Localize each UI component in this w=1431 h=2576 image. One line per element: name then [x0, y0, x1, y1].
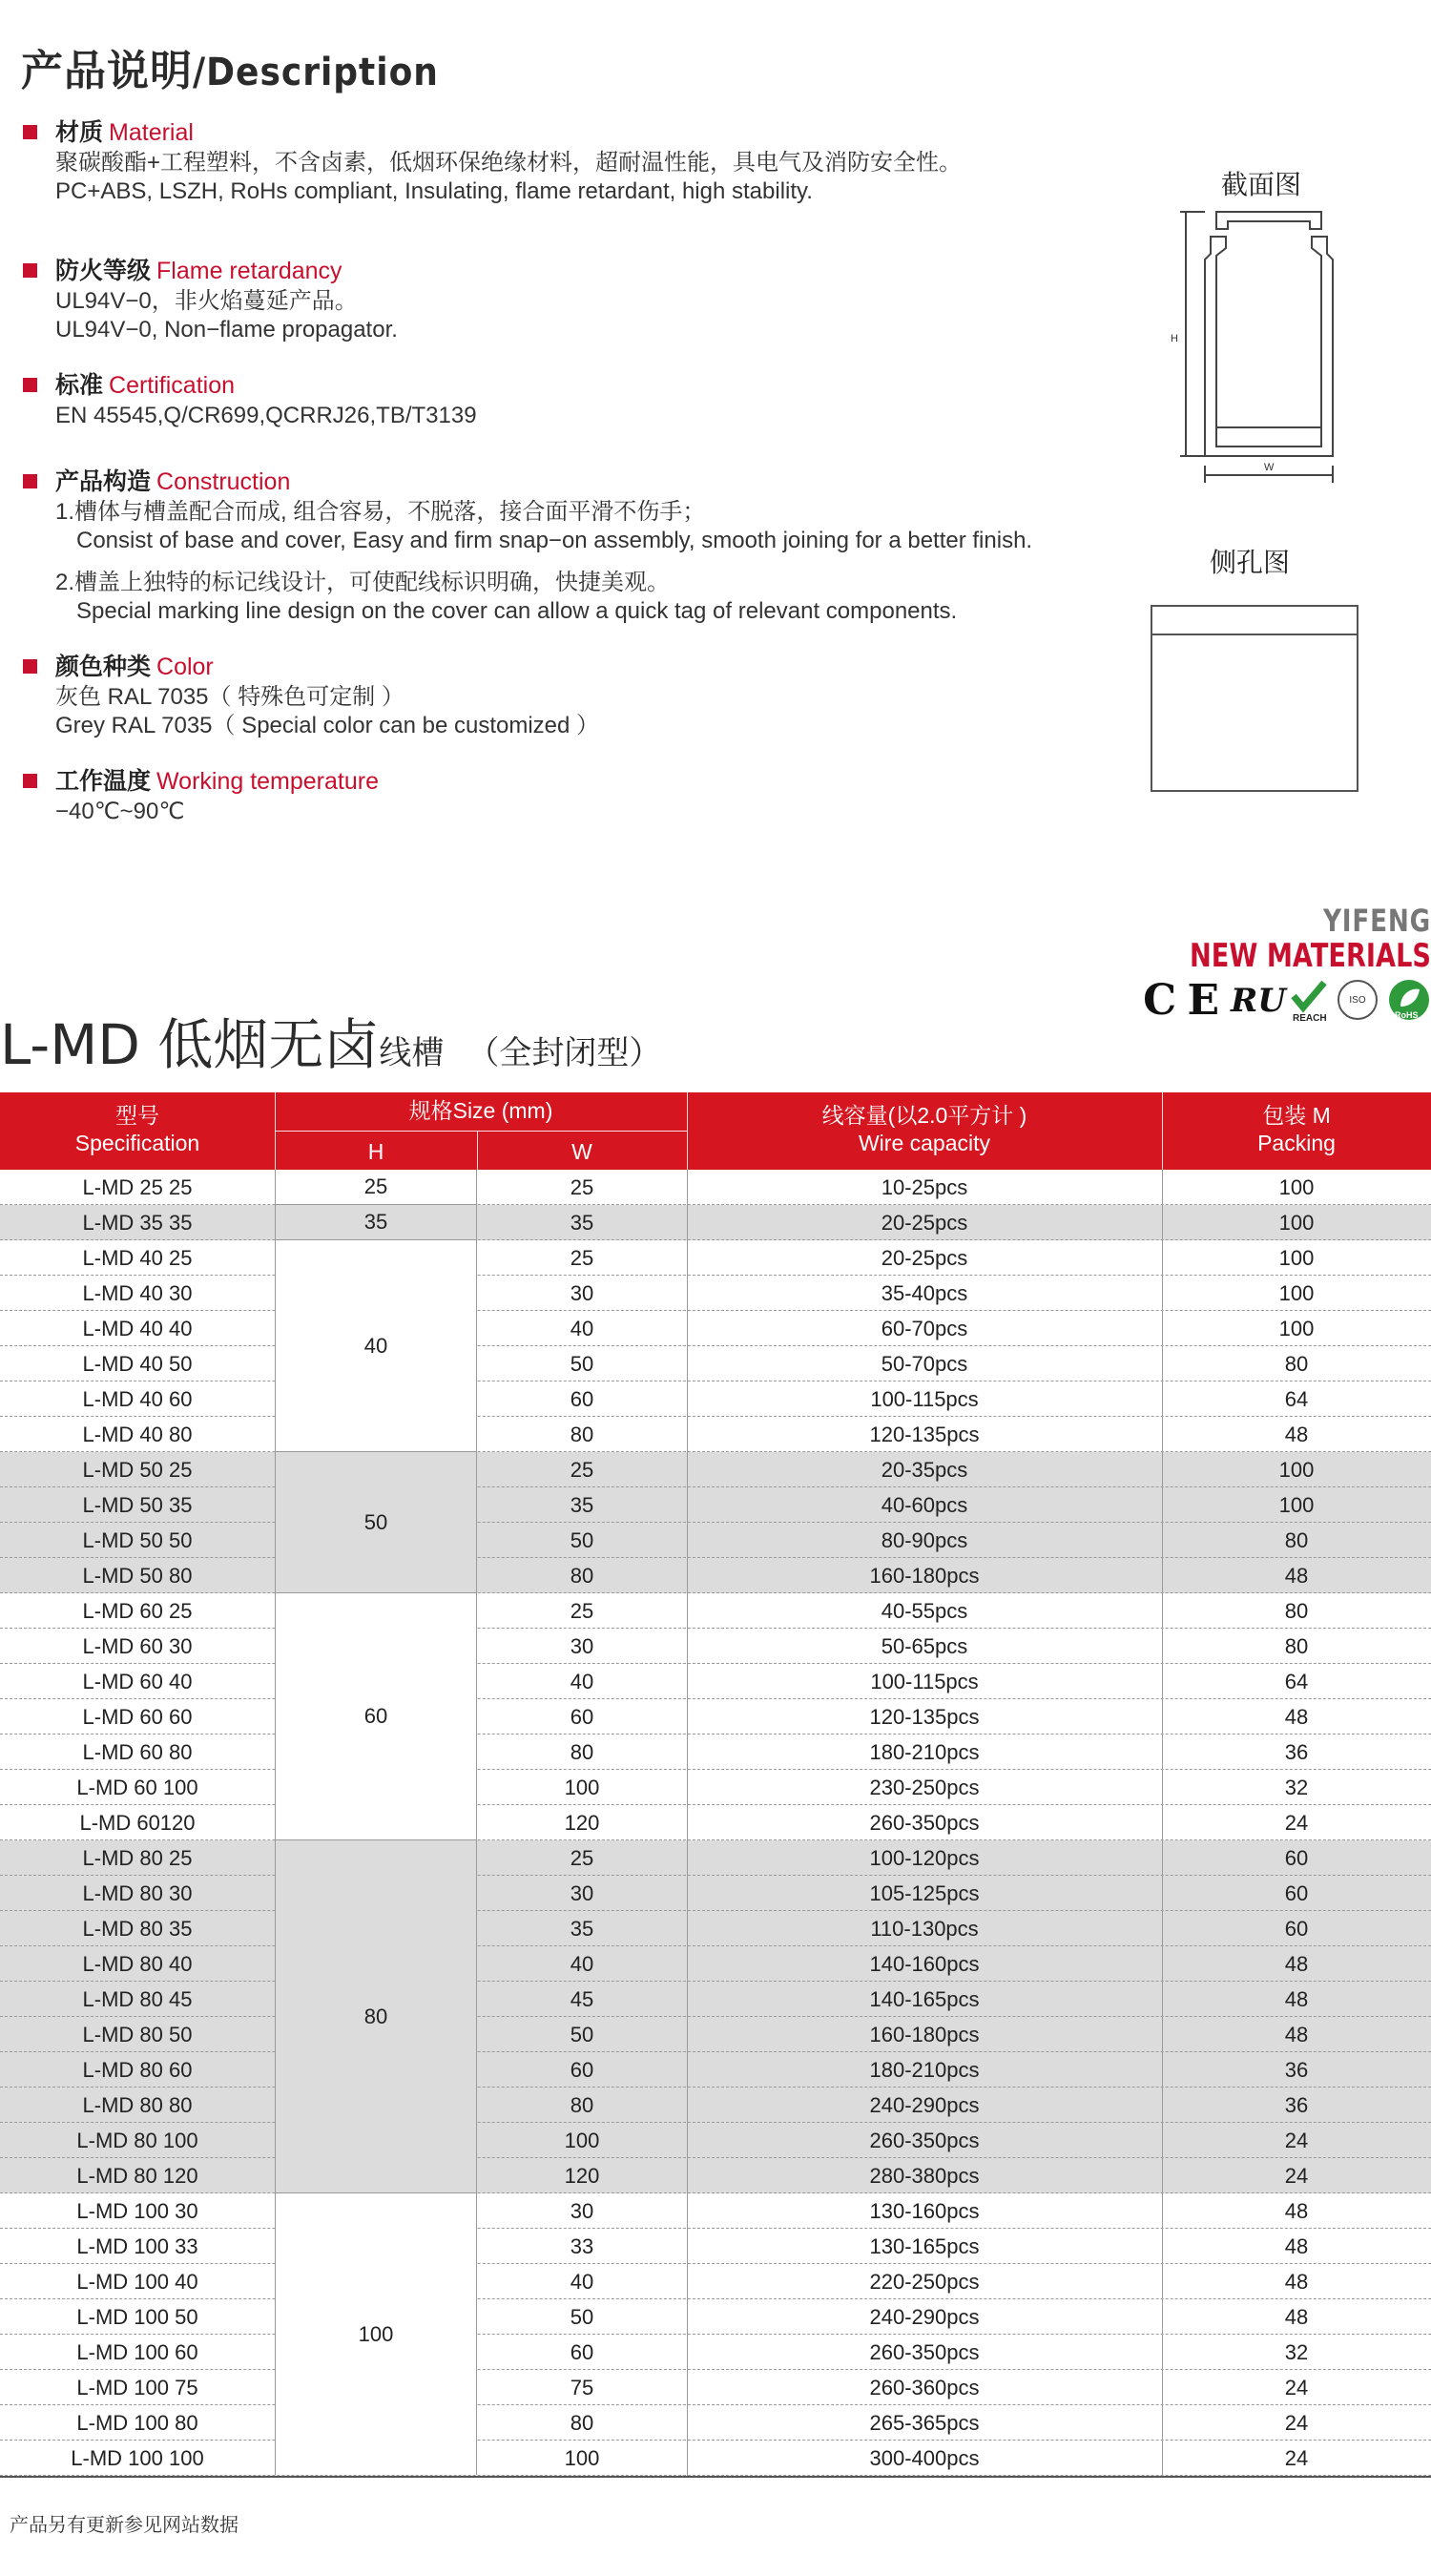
- table-row: [0, 2123, 1431, 2158]
- rohs-mark-icon: [1387, 978, 1431, 1022]
- table-row: [0, 2229, 1431, 2264]
- group-separator: [275, 1839, 477, 1840]
- table-row: [0, 1840, 1431, 1876]
- header-size: 规格Size (mm): [408, 1098, 553, 1123]
- table-row: [0, 1170, 1431, 1205]
- section-line: Grey RAL 7035（ Special color can be customized ）: [55, 713, 600, 738]
- table-row: [0, 1593, 1431, 1629]
- cell-model: L-MD 25 25: [82, 1175, 193, 1199]
- header-capacity-en: Wire capacity: [858, 1131, 991, 1155]
- header-model-en: Specification: [74, 1131, 200, 1155]
- header-divider: [687, 1092, 688, 1170]
- cell-capacity: 120-135pcs: [869, 1705, 980, 1729]
- cell-capacity: 110-130pcs: [870, 1917, 979, 1941]
- cell-model: L-MD 60120: [79, 1811, 196, 1835]
- bullet-square-icon: [23, 263, 37, 278]
- bullet-square-icon: [23, 474, 37, 488]
- cell-packing: 80: [1284, 1528, 1309, 1552]
- heading-cn: 防火等级: [55, 258, 152, 284]
- section-heading: [21, 255, 1089, 287]
- cell-capacity: 240-290pcs: [869, 2093, 980, 2117]
- header-h: H: [367, 1139, 384, 1164]
- cell-model: L-MD 60 80: [82, 1740, 193, 1764]
- heading-cn: 颜色种类: [55, 654, 152, 680]
- section-heading: [21, 651, 1089, 683]
- cell-packing: 100: [1278, 1317, 1315, 1340]
- table-row: [0, 1276, 1431, 1311]
- cell-model: L-MD 40 25: [82, 1246, 193, 1270]
- cell-model: L-MD 60 30: [82, 1634, 193, 1658]
- cell-w: 75: [570, 2376, 594, 2399]
- cell-packing: 60: [1284, 1881, 1309, 1905]
- cell-w: 40: [570, 2270, 594, 2294]
- cell-capacity: 130-165pcs: [869, 2234, 980, 2258]
- cell-capacity: 300-400pcs: [869, 2446, 980, 2470]
- heading-cn: 工作温度: [55, 768, 152, 795]
- group-separator: [275, 1451, 477, 1452]
- table-row: [0, 2088, 1431, 2123]
- table-row: [0, 2017, 1431, 2052]
- cell-packing: 100: [1278, 1175, 1315, 1199]
- heading-en: Material: [109, 119, 194, 146]
- cell-w: 80: [570, 1740, 594, 1764]
- cell-capacity: 220-250pcs: [869, 2270, 980, 2294]
- table-row: [0, 1240, 1431, 1276]
- cell-capacity: 105-125pcs: [869, 1881, 980, 1905]
- cell-model: L-MD 100 30: [76, 2199, 198, 2223]
- cell-w: 50: [570, 2023, 594, 2046]
- cell-w: 50: [570, 1352, 594, 1376]
- section-color: [21, 651, 1089, 740]
- table-bottom-rule: [0, 2476, 1431, 2478]
- cross-section-label: 截面图: [1221, 170, 1302, 199]
- section-heading: [21, 466, 1089, 498]
- table-row: [0, 1805, 1431, 1840]
- cell-w: 40: [570, 1317, 594, 1340]
- cell-capacity: 180-210pcs: [869, 1740, 980, 1764]
- table-row: [0, 2299, 1431, 2335]
- cell-model: L-MD 100 60: [76, 2340, 198, 2364]
- cell-model: L-MD 80 120: [76, 2164, 198, 2188]
- cell-packing: 100: [1278, 1246, 1315, 1270]
- cell-model: L-MD 40 60: [82, 1387, 193, 1411]
- cell-capacity: 40-60pcs: [881, 1493, 968, 1517]
- cell-capacity: 40-55pcs: [881, 1599, 968, 1623]
- reach-text: REACH: [1293, 1013, 1327, 1024]
- cell-w: 100: [564, 2446, 600, 2470]
- cell-h-group: 50: [275, 1452, 477, 1592]
- section-line: UL94V−0，非火焰蔓延产品。: [55, 288, 358, 314]
- cell-w: 100: [564, 2129, 600, 2152]
- table-row: [0, 1629, 1431, 1664]
- table-row: [0, 1982, 1431, 2017]
- cell-capacity: 100-115pcs: [870, 1670, 979, 1693]
- svg-text:RU: RU: [1231, 982, 1286, 1020]
- reach-mark-icon: [1290, 978, 1328, 1022]
- cell-packing: 24: [1284, 2164, 1309, 2188]
- cell-w: 40: [570, 1670, 594, 1693]
- cell-capacity: 20-35pcs: [881, 1458, 968, 1482]
- cell-capacity: 80-90pcs: [881, 1528, 968, 1552]
- cell-model: L-MD 40 80: [82, 1423, 193, 1446]
- table-row: [0, 2052, 1431, 2088]
- cell-model: L-MD 100 50: [76, 2305, 198, 2329]
- section-line: −40℃~90℃: [55, 799, 185, 824]
- cell-model: L-MD 80 60: [82, 2058, 193, 2082]
- heading-en: Flame retardancy: [156, 258, 342, 284]
- product-title-sub: 线槽: [379, 1034, 445, 1072]
- bullet-square-icon: [23, 774, 37, 788]
- cell-packing: 32: [1284, 1776, 1309, 1799]
- side-hole-diagram: [1151, 605, 1358, 792]
- header-divider: [1162, 1092, 1163, 1170]
- cell-packing: 48: [1284, 2234, 1309, 2258]
- table-row: [0, 1911, 1431, 1946]
- cell-capacity: 130-160pcs: [869, 2199, 980, 2223]
- cell-h-group: 40: [275, 1240, 477, 1451]
- cell-model: L-MD 80 100: [76, 2129, 198, 2152]
- cell-h-group: 100: [275, 2193, 477, 2475]
- heading-en: Construction: [156, 468, 291, 495]
- cell-capacity: 265-365pcs: [869, 2411, 980, 2435]
- cell-w: 30: [570, 1634, 594, 1658]
- table-row: [0, 2441, 1431, 2476]
- cell-w: 80: [570, 1564, 594, 1588]
- cell-w: 35: [570, 1917, 594, 1941]
- certification-logos: [1143, 975, 1431, 1025]
- table-row: [0, 1452, 1431, 1487]
- section-material: [21, 116, 1089, 206]
- cell-packing: 80: [1284, 1599, 1309, 1623]
- section-certification: [21, 369, 1089, 430]
- cell-capacity: 60-70pcs: [881, 1317, 968, 1340]
- cell-packing: 48: [1284, 2023, 1309, 2046]
- group-separator: [275, 1592, 477, 1593]
- cell-capacity: 260-350pcs: [869, 2340, 980, 2364]
- cell-model: L-MD 100 40: [76, 2270, 198, 2294]
- header-model-cn: 型号: [115, 1103, 159, 1128]
- cell-w: 25: [570, 1846, 594, 1870]
- cell-w: 40: [570, 1952, 594, 1976]
- ul-mark-icon: [1227, 978, 1286, 1022]
- cell-packing: 60: [1284, 1917, 1309, 1941]
- cell-w: 25: [570, 1458, 594, 1482]
- section-line: 聚碳酸酯+工程塑料，不含卤素，低烟环保绝缘材料，超耐温性能，具电气及消防安全性。: [55, 150, 963, 176]
- cell-packing: 36: [1284, 1740, 1309, 1764]
- cell-packing: 36: [1284, 2093, 1309, 2117]
- w-dimension-label: W: [1264, 462, 1275, 473]
- section-heading: [21, 369, 1089, 402]
- cell-model: L-MD 60 40: [82, 1670, 193, 1693]
- cell-capacity: 100-115pcs: [870, 1387, 979, 1411]
- bullet-square-icon: [23, 659, 37, 674]
- heading-cn: 标准: [55, 372, 104, 399]
- cell-w: 80: [570, 2093, 594, 2117]
- table-row: [0, 1946, 1431, 1982]
- cell-w: 100: [564, 1776, 600, 1799]
- cell-w: 60: [570, 1387, 594, 1411]
- cell-capacity: 240-290pcs: [869, 2305, 980, 2329]
- brand-line1: YIFENG: [1322, 903, 1431, 939]
- cell-packing: 100: [1278, 1493, 1315, 1517]
- cell-capacity: 120-135pcs: [869, 1423, 980, 1446]
- table-header: [0, 1092, 1431, 1170]
- cell-packing: 48: [1284, 2305, 1309, 2329]
- section-line: UL94V−0, Non−flame propagator.: [55, 317, 398, 343]
- page-title-cn: 产品说明: [21, 47, 193, 95]
- cell-packing: 36: [1284, 2058, 1309, 2082]
- group-separator: [275, 2192, 477, 2193]
- table-row: [0, 2264, 1431, 2299]
- cell-capacity: 280-380pcs: [869, 2164, 980, 2188]
- heading-en: Color: [156, 654, 214, 680]
- table-row: [0, 1487, 1431, 1523]
- heading-en: Certification: [109, 372, 236, 399]
- h-dimension-label: H: [1171, 333, 1178, 344]
- product-title: [0, 1000, 661, 1080]
- cell-model: L-MD 80 50: [82, 2023, 193, 2046]
- header-model: [0, 1102, 275, 1157]
- cell-model: L-MD 50 35: [82, 1493, 193, 1517]
- section-line: 1.槽体与槽盖配合而成, 组合容易，不脱落，接合面平滑不伤手；: [55, 499, 706, 525]
- table-row: [0, 1699, 1431, 1735]
- brand-logo: [1049, 903, 1431, 975]
- cell-model: L-MD 80 30: [82, 1881, 193, 1905]
- cell-capacity: 35-40pcs: [881, 1281, 968, 1305]
- section-flame-retardancy: [21, 255, 1089, 344]
- table-row: [0, 1664, 1431, 1699]
- cell-w: 45: [570, 1987, 594, 2011]
- table-row: [0, 1735, 1431, 1770]
- heading-cn: 材质: [55, 119, 104, 146]
- cell-packing: 48: [1284, 1423, 1309, 1446]
- table-row: [0, 2370, 1431, 2405]
- header-w: W: [571, 1139, 592, 1164]
- cell-h-group: 35: [275, 1205, 477, 1239]
- table-row: [0, 2158, 1431, 2193]
- page-title-en: /Description: [193, 51, 439, 94]
- brand-line2: NEW MATERIALS: [1190, 937, 1431, 975]
- section-line: PC+ABS, LSZH, RoHs compliant, Insulating, flame retardant, high stability.: [55, 178, 813, 204]
- cell-capacity: 260-360pcs: [869, 2376, 980, 2399]
- cell-capacity: 140-160pcs: [869, 1952, 980, 1976]
- cell-packing: 48: [1284, 1952, 1309, 1976]
- cell-w: 60: [570, 2340, 594, 2364]
- cell-h-group: 25: [275, 1170, 477, 1204]
- cell-packing: 24: [1284, 1811, 1309, 1835]
- cell-model: L-MD 80 25: [82, 1846, 193, 1870]
- cell-model: L-MD 100 33: [76, 2234, 198, 2258]
- header-divider: [275, 1131, 687, 1132]
- heading-cn: 产品构造: [55, 468, 152, 495]
- section-line: Special marking line design on the cover can allow a quick tag of relevant components.: [76, 598, 958, 624]
- cell-w: 35: [570, 1211, 594, 1235]
- cell-w: 80: [570, 1423, 594, 1446]
- column-divider: [687, 1170, 688, 2476]
- cell-packing: 24: [1284, 2129, 1309, 2152]
- header-packing: [1162, 1102, 1431, 1157]
- section-line: 灰色 RAL 7035（ 特殊色可定制 ）: [55, 684, 404, 710]
- cell-model: L-MD 50 25: [82, 1458, 193, 1482]
- cell-model: L-MD 80 40: [82, 1952, 193, 1976]
- section-working-temperature: [21, 765, 1089, 826]
- cell-capacity: 50-70pcs: [881, 1352, 968, 1376]
- cell-w: 80: [570, 2411, 594, 2435]
- cell-capacity: 50-65pcs: [881, 1634, 968, 1658]
- header-divider: [477, 1131, 478, 1170]
- rohs-text: RoHS: [1395, 1010, 1419, 1020]
- cell-model: L-MD 80 80: [82, 2093, 193, 2117]
- section-heading: [21, 116, 1089, 149]
- cell-w: 30: [570, 1281, 594, 1305]
- cell-capacity: 260-350pcs: [869, 2129, 980, 2152]
- cell-packing: 100: [1278, 1211, 1315, 1235]
- cell-packing: 80: [1284, 1634, 1309, 1658]
- cell-model: L-MD 80 45: [82, 1987, 193, 2011]
- cell-capacity: 160-180pcs: [869, 1564, 980, 1588]
- cell-model: L-MD 35 35: [82, 1211, 193, 1235]
- cell-capacity: 160-180pcs: [869, 2023, 980, 2046]
- cell-packing: 48: [1284, 2199, 1309, 2223]
- table-row: [0, 2193, 1431, 2229]
- table-row: [0, 1346, 1431, 1381]
- cell-packing: 24: [1284, 2376, 1309, 2399]
- cell-w: 25: [570, 1599, 594, 1623]
- cell-packing: 64: [1284, 1670, 1309, 1693]
- cell-packing: 48: [1284, 2270, 1309, 2294]
- table-row: [0, 1558, 1431, 1593]
- cell-model: L-MD 100 75: [76, 2376, 198, 2399]
- section-line: 2.槽盖上独特的标记线设计，可使配线标识明确，快捷美观。: [55, 570, 671, 595]
- cell-w: 30: [570, 2199, 594, 2223]
- cell-model: L-MD 50 80: [82, 1564, 193, 1588]
- cell-packing: 24: [1284, 2446, 1309, 2470]
- cell-capacity: 100-120pcs: [869, 1846, 980, 1870]
- cell-model: L-MD 40 30: [82, 1281, 193, 1305]
- table-row: [0, 2335, 1431, 2370]
- cell-packing: 48: [1284, 1705, 1309, 1729]
- cell-h-group: 80: [275, 1840, 477, 2192]
- group-separator: [275, 1204, 477, 1205]
- header-packing-cn: 包装 M: [1262, 1103, 1331, 1128]
- page-title: [21, 36, 439, 97]
- cell-capacity: 180-210pcs: [869, 2058, 980, 2082]
- cell-packing: 64: [1284, 1387, 1309, 1411]
- cell-packing: 100: [1278, 1281, 1315, 1305]
- header-capacity-cn: 线容量(以2.0平方计 ): [821, 1103, 1027, 1128]
- ce-mark-icon: C E: [1143, 975, 1217, 1025]
- cell-model: L-MD 60 25: [82, 1599, 193, 1623]
- cross-section-diagram: [1169, 200, 1350, 487]
- table-row: [0, 2405, 1431, 2441]
- cell-model: L-MD 60 60: [82, 1705, 193, 1729]
- footer-note: 产品另有更新参见网站数据: [10, 2515, 238, 2536]
- cell-packing: 24: [1284, 2411, 1309, 2435]
- cell-packing: 100: [1278, 1458, 1315, 1482]
- cell-w: 33: [570, 2234, 594, 2258]
- cell-w: 25: [570, 1246, 594, 1270]
- cell-w: 60: [570, 1705, 594, 1729]
- iso-mark-icon: ISO: [1338, 980, 1378, 1020]
- cell-packing: 48: [1284, 1564, 1309, 1588]
- bullet-square-icon: [23, 125, 37, 139]
- cell-w: 120: [564, 2164, 600, 2188]
- column-divider: [1162, 1170, 1163, 2476]
- cell-capacity: 20-25pcs: [881, 1246, 968, 1270]
- table-row: [0, 1381, 1431, 1417]
- cell-w: 60: [570, 2058, 594, 2082]
- cell-w: 30: [570, 1881, 594, 1905]
- table-row: [0, 1417, 1431, 1452]
- section-construction: [21, 466, 1089, 626]
- cell-model: L-MD 40 40: [82, 1317, 193, 1340]
- cell-w: 120: [564, 1811, 600, 1835]
- group-separator: [275, 1239, 477, 1240]
- cell-model: L-MD 80 35: [82, 1917, 193, 1941]
- cell-packing: 60: [1284, 1846, 1309, 1870]
- cell-packing: 48: [1284, 1987, 1309, 2011]
- table-row: [0, 1205, 1431, 1240]
- cell-model: L-MD 40 50: [82, 1352, 193, 1376]
- spec-table: [0, 1092, 1431, 2470]
- cell-capacity: 260-350pcs: [869, 1811, 980, 1835]
- cell-w: 25: [570, 1175, 594, 1199]
- section-line: Consist of base and cover, Easy and firm snap−on assembly, smooth joining for a better finish.: [76, 528, 1033, 553]
- table-row: [0, 1770, 1431, 1805]
- side-hole-label: 侧孔图: [1210, 548, 1291, 577]
- cell-capacity: 140-165pcs: [869, 1987, 980, 2011]
- section-heading: [21, 765, 1089, 798]
- cell-packing: 32: [1284, 2340, 1309, 2364]
- bullet-square-icon: [23, 378, 37, 392]
- header-packing-en: Packing: [1257, 1131, 1336, 1155]
- cell-packing: 80: [1284, 1352, 1309, 1376]
- cell-model: L-MD 60 100: [76, 1776, 198, 1799]
- cell-capacity: 230-250pcs: [869, 1776, 980, 1799]
- cell-model: L-MD 100 100: [71, 2446, 204, 2470]
- cell-model: L-MD 100 80: [76, 2411, 198, 2435]
- heading-en: Working temperature: [156, 768, 379, 795]
- section-line: EN 45545,Q/CR699,QCRRJ26,TB/T3139: [55, 403, 477, 428]
- product-title-type: （全封闭型）: [467, 1034, 662, 1072]
- cell-capacity: 10-25pcs: [881, 1175, 968, 1199]
- cell-h-group: 60: [275, 1593, 477, 1839]
- table-row: [0, 1876, 1431, 1911]
- cover-line: [1152, 634, 1357, 635]
- product-title-main: L-MD 低烟无卤: [0, 1012, 380, 1077]
- cell-w: 35: [570, 1493, 594, 1517]
- cell-w: 50: [570, 1528, 594, 1552]
- cell-model: L-MD 50 50: [82, 1528, 193, 1552]
- cell-capacity: 20-25pcs: [881, 1211, 968, 1235]
- cell-w: 50: [570, 2305, 594, 2329]
- table-row: [0, 1523, 1431, 1558]
- table-row: [0, 1311, 1431, 1346]
- header-capacity: [687, 1102, 1162, 1157]
